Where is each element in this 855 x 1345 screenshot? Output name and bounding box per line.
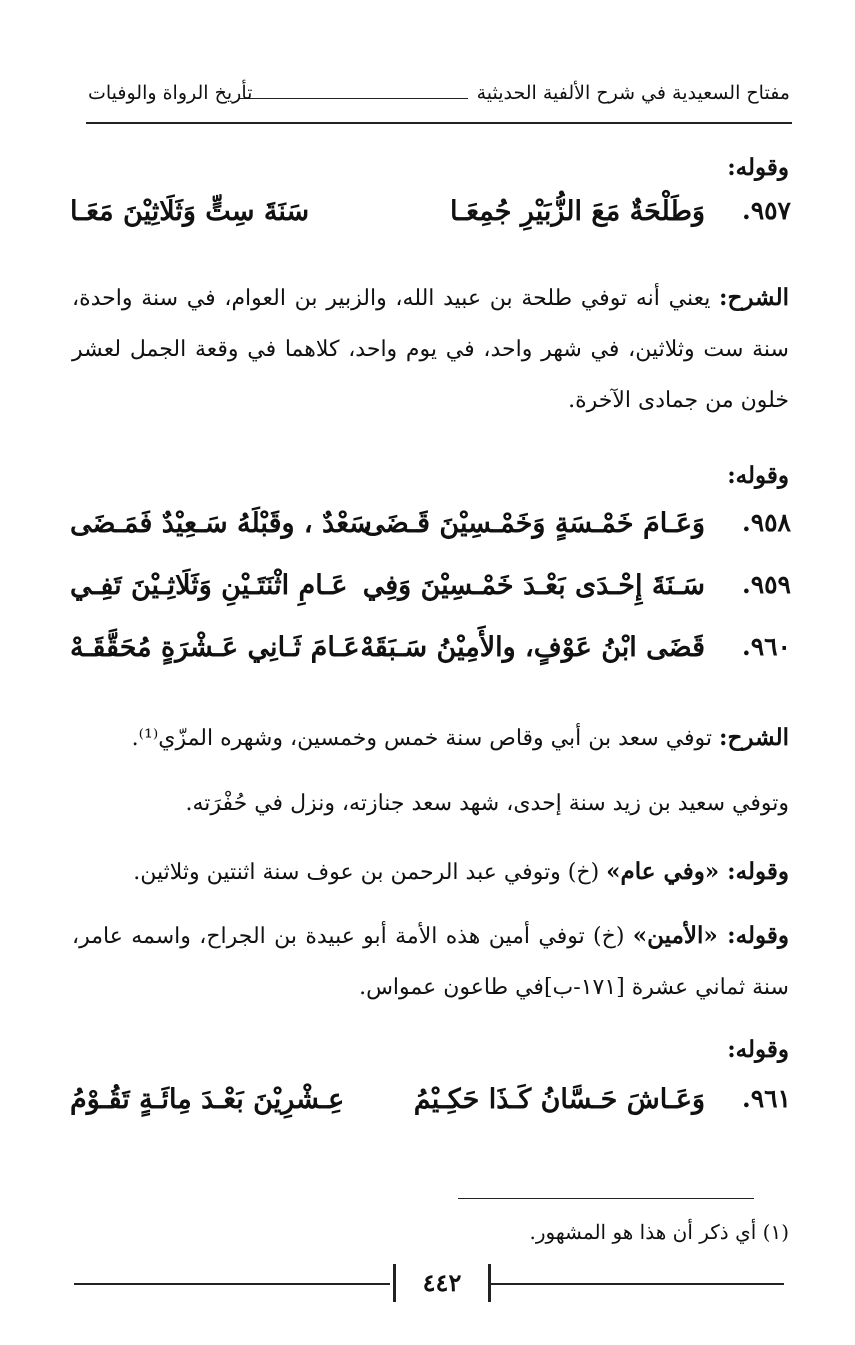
footer-rule-left xyxy=(74,1283,390,1285)
verse-958 xyxy=(64,508,791,564)
verse-second-hemistich: عِـشْرِيْنَ بَعْـدَ مِائَـةٍ تَقُـوْمُ xyxy=(70,1084,345,1115)
verse-number: ٩٥٧. xyxy=(741,196,791,225)
qawluhu-heading: وقوله: xyxy=(727,462,789,489)
verse-959 xyxy=(64,570,791,626)
footnote: (١) أي ذكر أن هذا هو المشهور. xyxy=(529,1220,789,1244)
verse-second-hemistich: سَنَةَ سِتٍّ وَثَلَاثِيْنَ مَعَـا xyxy=(70,196,310,227)
running-header xyxy=(88,82,790,116)
qawluhu-heading: وقوله: xyxy=(727,154,789,181)
verse-second-hemistich: سَعْدٌ ، وقَبْلَهُ سَـعِيْدٌ فَمَـضَى xyxy=(70,508,372,539)
verse-first-hemistich: سَـنَةَ إِحْـدَى بَعْـدَ خَمْـسِيْنَ وَفِي xyxy=(362,570,705,601)
verse-first-hemistich: وَعَـامَ خَمْـسَةٍ وَخَمْـسِيْنَ قَـضَى xyxy=(363,508,705,539)
text-paragraph: وتوفي سعيد بن زيد سنة إحدى، شهد سعد جنازته، ونزل في حُفْرَته. xyxy=(185,791,789,816)
verse-number: ٩٦١. xyxy=(741,1084,791,1113)
footer-rule-right xyxy=(490,1283,784,1285)
page-number: ٤٤٢ xyxy=(393,1264,491,1302)
book-title: مفتاح السعيدية في شرح الألفية الحديثية xyxy=(476,82,790,104)
verse-second-hemistich: عَـامِ اثْنَتَـيْنِ وَثَلَاثِـيْنَ تَفِـي xyxy=(70,570,348,601)
verse-957 xyxy=(64,196,791,252)
verse-first-hemistich: قَضَى ابْنُ عَوْفٍ، والأَمِيْنُ سَـبَقَهْ xyxy=(360,632,705,663)
verse-number: ٩٥٩. xyxy=(741,570,791,599)
footnote-rule xyxy=(458,1198,754,1199)
text-paragraph: وقوله: «وفي عام» (خ) وتوفي عبد الرحمن بن عوف سنة اثنتين وثلاثين. xyxy=(133,858,789,885)
verse-first-hemistich: وَطَلْحَةٌ مَعَ الزُّبَيْرِ جُمِعَـا xyxy=(449,196,705,227)
verse-960 xyxy=(64,632,791,688)
verse-second-hemistich: عَـامَ ثَـانِي عَـشْرَةٍ مُحَقَّقَـهْ xyxy=(70,632,360,663)
verse-first-hemistich: وَعَـاشَ حَـسَّانُ كَـذَا حَكِـيْمُ xyxy=(413,1084,705,1115)
verse-number: ٩٥٨. xyxy=(741,508,791,537)
chapter-title: تأريخ الرواة والوفيات xyxy=(88,82,253,104)
text-paragraph: وقوله: «الأمين» (خ) توفي أمين هذه الأمة أبو عبيدة بن الجراح، واسمه عامر، سنة ثماني عشرة [١٧١-ب]في طاعون عمواس. xyxy=(72,922,789,1000)
qawluhu-heading: وقوله: xyxy=(727,1036,789,1063)
sharh-paragraph: الشرح: توفي سعد بن أبي وقاص سنة خمس وخمسين، وشهره المزّي⁽¹⁾. xyxy=(131,724,789,751)
sharh-paragraph: الشرح: يعني أنه توفي طلحة بن عبيد الله، والزبير بن العوام، في سنة واحدة، سنة ست وثلاثين، في شهر واحد، في يوم واحد، كلاهما في وقعة الجمل لعشر خلون من جمادى الآخرة. xyxy=(72,284,789,413)
verse-961 xyxy=(64,1084,791,1140)
header-rule xyxy=(86,122,792,124)
verse-number: ٩٦٠. xyxy=(741,632,791,661)
header-dash xyxy=(238,98,468,99)
